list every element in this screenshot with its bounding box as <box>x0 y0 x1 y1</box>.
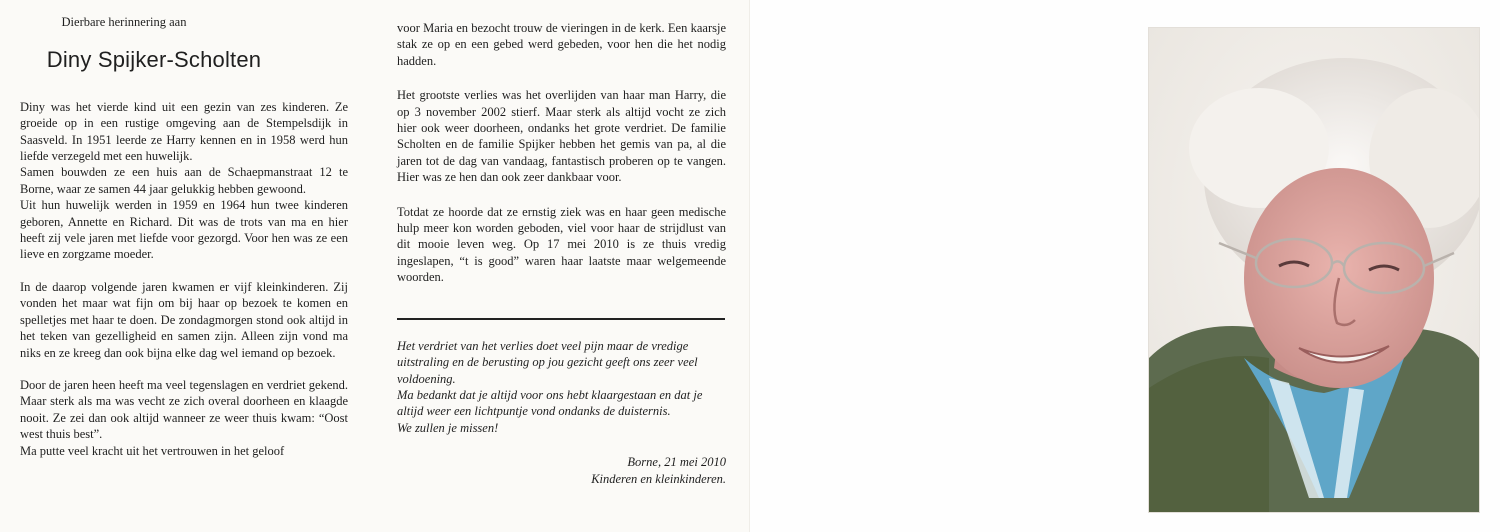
paragraph: Het grootste verlies was het overlijden van haar man Harry, die op 3 november 2002 stierf. Maar sterk als altijd vocht ze zich hier ook weer doorheen, ondanks het grote verdriet. De familie Scholten en de familie Spijker hebben het gemis van pa, al die jaren tot de dag van vandaag, fantastisch proberen op te vangen. Hier was ze hen dan ook zeer dankbaar voor. <box>397 88 726 185</box>
paragraph: Totdat ze hoorde dat ze ernstig ziek was en haar geen medische hulp meer kon worden geboden, viel voor haar de strijdlust van dit mooie leven weg. Op 17 mei 2010 is ze thuis vredig ingeslapen, “t is good” waren haar laatste maar welgemeende woorden. <box>397 204 726 285</box>
paragraph: voor Maria en bezocht trouw de vieringen in de kerk. Een kaarsje stak ze op en een gebed werd gebeden, voor hen die het nodig hadden. <box>397 21 726 68</box>
paragraph: Uit hun huwelijk werden in 1959 en 1964 hun twee kinderen geboren, Annette en Richard. Dit was de trots van ma en hier heeft zij vele jaren met liefde voor gezorgd. Voor hen was ze een lieve en zorgzame moeder. <box>20 198 348 262</box>
divider-rule <box>397 318 725 320</box>
quote-line: Het verdriet van het verlies doet veel pijn maar de vredige uitstraling en de berusting op jou gezicht geeft ons zeer veel voldoening. <box>397 338 698 386</box>
paragraph: Ma putte veel kracht uit het vertrouwen in het geloof <box>20 443 285 458</box>
text-column-left <box>20 14 348 459</box>
paragraph: In de daarop volgende jaren kwamen er vijf kleinkinderen. Zij vonden het maar wat fijn om bij haar op bezoek te komen en spelletjes met haar te doen. De zondagmorgen stond ook altijd in het teken van gezelligheid en samen zijn. Alleen zijn vond ma niks en ze kreeg dan ook bijna elke dag wel iemand op bezoek. <box>20 279 348 360</box>
signature-from: Kinderen en kleinkinderen. <box>591 471 726 486</box>
paragraph: Samen bouwden ze een huis aan de Schaepmanstraat 12 te Borne, waar ze samen 44 jaar gelukkig hebben gewoond. <box>20 165 348 196</box>
intro-heading: Dierbare herinnering aan <box>61 15 187 29</box>
paragraph: Diny was het vierde kind uit een gezin van zes kinderen. Ze groeide op in een rustige omgeving aan de Stempelsdijk in Saasveld. In 1951 leerde ze Harry kennen en in 1958 werd hun liefde verzegeld met een huwelijk. <box>20 99 348 164</box>
deceased-name: Diny Spijker-Scholten <box>46 47 262 73</box>
text-column-right <box>397 20 726 487</box>
portrait-illustration <box>1149 28 1479 512</box>
paragraph: Door de jaren heen heeft ma veel tegenslagen en verdriet gekend. Maar sterk als ma was vecht ze zich overal doorheen en klaagde nooit. Ze zei dan ook altijd wanneer ze weer thuis kwam: “Oost west thuis best”. <box>20 377 348 442</box>
signature-place-date: Borne, 21 mei 2010 <box>627 455 726 470</box>
portrait-photo <box>1148 27 1480 513</box>
quote-line: We zullen je missen! <box>397 420 499 435</box>
quote-line: Ma bedankt dat je altijd voor ons hebt klaargestaan en dat je altijd weer een lichtpuntje vond ondanks de duisternis. <box>397 387 703 419</box>
